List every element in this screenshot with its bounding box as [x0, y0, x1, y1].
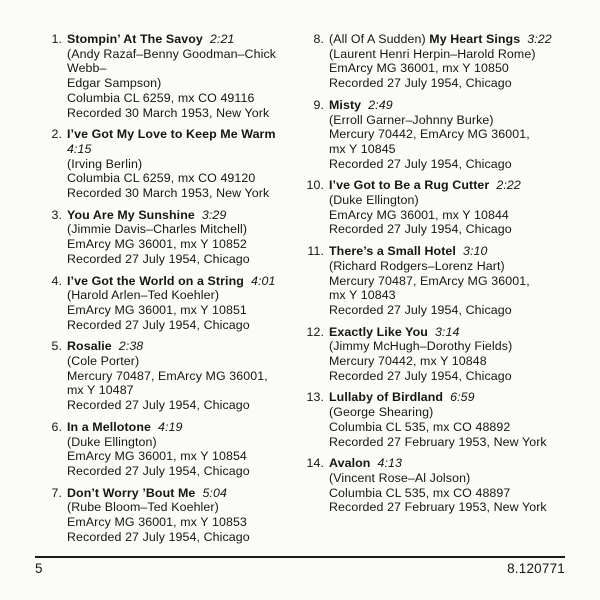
track-detail-line: (George Shearing)	[329, 405, 434, 420]
track-title-line	[329, 456, 564, 471]
track-detail-line: (Jimmie Davis–Charles Mitchell)	[67, 222, 248, 237]
track-entry	[40, 127, 302, 201]
track-detail-line: Recorded 27 July 1954, Chicago	[67, 251, 250, 266]
track-detail-line: (Vincent Rose–Al Jolson)	[329, 470, 471, 485]
track-detail-line: Columbia CL 6259, mx CO 49120	[67, 171, 256, 186]
track-title-line	[67, 486, 302, 501]
track-detail-line: Edgar Sampson)	[67, 76, 162, 91]
track-title: Misty	[329, 97, 362, 112]
track-body	[67, 420, 302, 479]
track-detail-line: Recorded 27 July 1954, Chicago	[329, 156, 512, 171]
track-list-column-right	[302, 32, 564, 552]
track-detail-line: EmArcy MG 36001, mx Y 10852	[67, 237, 247, 252]
track-title-line	[67, 127, 302, 142]
track-duration: 3:29	[201, 207, 227, 222]
track-body	[329, 390, 564, 449]
track-title: Rosalie	[67, 339, 112, 354]
catalog-number: 8.120771	[507, 561, 565, 576]
track-detail-line: EmArcy MG 36001, mx Y 10850	[329, 61, 509, 76]
track-detail-line: Recorded 27 July 1954, Chicago	[67, 463, 250, 478]
track-detail-line: (Jimmy McHugh–Dorothy Fields)	[329, 339, 513, 354]
track-detail-line: Columbia CL 535, mx CO 48892	[329, 419, 511, 434]
track-detail-line: Mercury 70442, EmArcy MG 36001,	[329, 127, 530, 142]
track-detail-line: Recorded 30 March 1953, New York	[67, 186, 270, 201]
track-title: In a Mellotone	[67, 419, 152, 434]
page-footer	[35, 556, 565, 576]
track-duration: 4:13	[377, 456, 402, 471]
track-entry	[40, 32, 302, 120]
track-detail-line: Columbia CL 535, mx CO 48897	[329, 485, 511, 500]
track-body	[329, 32, 564, 91]
track-number: 9.	[313, 97, 324, 112]
track-title: Stompin’ At The Savoy	[67, 32, 203, 46]
track-title-line	[67, 208, 302, 223]
track-detail-line: Recorded 27 July 1954, Chicago	[67, 317, 250, 332]
track-number: 14.	[306, 456, 324, 471]
track-body	[329, 325, 564, 384]
track-number: 5.	[51, 339, 62, 354]
track-list-column-left	[40, 32, 302, 552]
track-detail-line: EmArcy MG 36001, mx Y 10854	[67, 449, 247, 464]
track-detail-line: (Duke Ellington)	[67, 434, 157, 449]
track-title-line	[329, 244, 564, 259]
track-entry	[302, 244, 564, 318]
track-number: 12.	[306, 324, 324, 339]
track-body	[67, 32, 302, 120]
track-detail-line: EmArcy MG 36001, mx Y 10851	[67, 302, 247, 317]
track-title: There’s a Small Hotel	[329, 244, 456, 259]
page-number: 5	[35, 561, 43, 576]
track-detail-line: EmArcy MG 36001, mx Y 10844	[329, 207, 509, 222]
track-title-line	[67, 339, 302, 354]
track-number: 7.	[51, 485, 62, 500]
track-duration: 4:19	[158, 419, 183, 434]
track-body	[329, 98, 564, 172]
track-detail-line: (Harold Arlen–Ted Koehler)	[67, 288, 220, 303]
track-duration: 6:59	[450, 390, 475, 405]
track-detail-line: mx Y 10845	[329, 141, 396, 156]
track-duration: 2:38	[118, 339, 144, 354]
track-number: 8.	[313, 32, 324, 46]
track-body	[329, 178, 564, 237]
track-duration: 4:01	[250, 273, 276, 288]
track-number: 11.	[307, 244, 324, 259]
track-entry	[40, 420, 302, 479]
track-number: 13.	[306, 390, 324, 405]
track-duration: 4:15	[67, 141, 92, 156]
track-body	[67, 127, 302, 201]
track-title-prefix: (All Of A Sudden)	[329, 32, 430, 46]
track-detail-line: Columbia CL 6259, mx CO 49116	[67, 90, 255, 105]
track-duration: 5:04	[202, 485, 227, 500]
track-detail-line: (Laurent Henri Herpin–Harold Rome)	[329, 46, 536, 61]
track-title: Don’t Worry ’Bout Me	[67, 485, 196, 500]
track-body	[67, 486, 302, 545]
track-detail-line: Mercury 70442, mx Y 10848	[329, 354, 487, 369]
track-entry	[302, 32, 564, 91]
track-title: Lullaby of Birdland	[329, 390, 444, 405]
track-title: I’ve Got to Be a Rug Cutter	[329, 178, 490, 193]
track-title-line	[67, 32, 302, 47]
track-entry	[302, 178, 564, 237]
track-number: 4.	[51, 273, 62, 288]
track-detail-line: Recorded 27 July 1954, Chicago	[329, 302, 512, 317]
track-detail-line: (Erroll Garner–Johnny Burke)	[329, 112, 494, 127]
track-number: 6.	[51, 419, 62, 434]
track-entry	[40, 486, 302, 545]
track-entry	[302, 456, 564, 515]
track-title: Exactly Like You	[329, 324, 428, 339]
track-body	[67, 208, 302, 267]
track-title-line	[329, 178, 564, 193]
track-duration: 2:21	[209, 32, 235, 46]
track-detail-line: Recorded 27 July 1954, Chicago	[329, 222, 512, 237]
track-detail-line: (Duke Ellington)	[329, 193, 419, 208]
track-detail-line: Recorded 30 March 1953, New York	[67, 105, 270, 120]
track-title: Avalon	[329, 456, 371, 471]
track-detail-line: (Cole Porter)	[67, 354, 140, 369]
track-title-line	[329, 325, 564, 340]
track-detail-line: Recorded 27 July 1954, Chicago	[329, 368, 512, 383]
track-detail-line: Recorded 27 February 1953, New York	[329, 434, 547, 449]
track-duration: 2:22	[496, 178, 521, 193]
track-title-line	[329, 98, 564, 113]
track-title-line	[67, 274, 302, 289]
track-body	[67, 274, 302, 333]
track-title: You Are My Sunshine	[67, 207, 195, 222]
track-detail-line: Recorded 27 July 1954, Chicago	[67, 398, 250, 413]
track-body	[329, 244, 564, 318]
track-detail-line: Recorded 27 July 1954, Chicago	[67, 529, 250, 544]
track-entry	[40, 274, 302, 333]
track-detail-line: (Andy Razaf–Benny Goodman–Chick Webb–	[67, 46, 277, 76]
track-duration: 3:22	[527, 32, 552, 46]
track-title: I’ve Got the World on a String	[67, 273, 244, 288]
track-body	[329, 456, 564, 515]
track-duration: 3:14	[434, 324, 460, 339]
track-number: 1.	[51, 32, 62, 46]
track-detail-line: Mercury 70487, EmArcy MG 36001,	[329, 273, 530, 288]
track-title: I’ve Got My Love to Keep Me Warm	[67, 127, 276, 142]
track-entry	[40, 339, 302, 413]
track-number: 2.	[51, 127, 62, 142]
track-title-line	[329, 32, 564, 47]
track-detail-line: mx Y 10843	[329, 288, 396, 303]
track-title: My Heart Sings	[429, 32, 521, 46]
track-detail-line: Recorded 27 July 1954, Chicago	[329, 76, 512, 91]
track-detail-line: Recorded 27 February 1953, New York	[329, 500, 547, 515]
track-detail-line: (Richard Rodgers–Lorenz Hart)	[329, 258, 505, 273]
track-duration: 2:49	[368, 97, 393, 112]
track-title-line	[67, 420, 302, 435]
track-entry	[40, 208, 302, 267]
track-body	[67, 339, 302, 413]
track-number: 3.	[51, 207, 62, 222]
track-entry	[302, 325, 564, 384]
track-detail-line: Mercury 70487, EmArcy MG 36001,	[67, 368, 268, 383]
track-duration: 3:10	[462, 244, 488, 259]
track-detail-line: EmArcy MG 36001, mx Y 10853	[67, 515, 247, 530]
track-entry	[302, 98, 564, 172]
track-detail-line: (Irving Berlin)	[67, 156, 143, 171]
track-entry	[302, 390, 564, 449]
track-title-line	[329, 390, 564, 405]
track-detail-line: mx Y 10487	[67, 383, 134, 398]
track-number: 10.	[306, 178, 324, 193]
track-detail-line: (Rube Bloom–Ted Koehler)	[67, 500, 219, 515]
